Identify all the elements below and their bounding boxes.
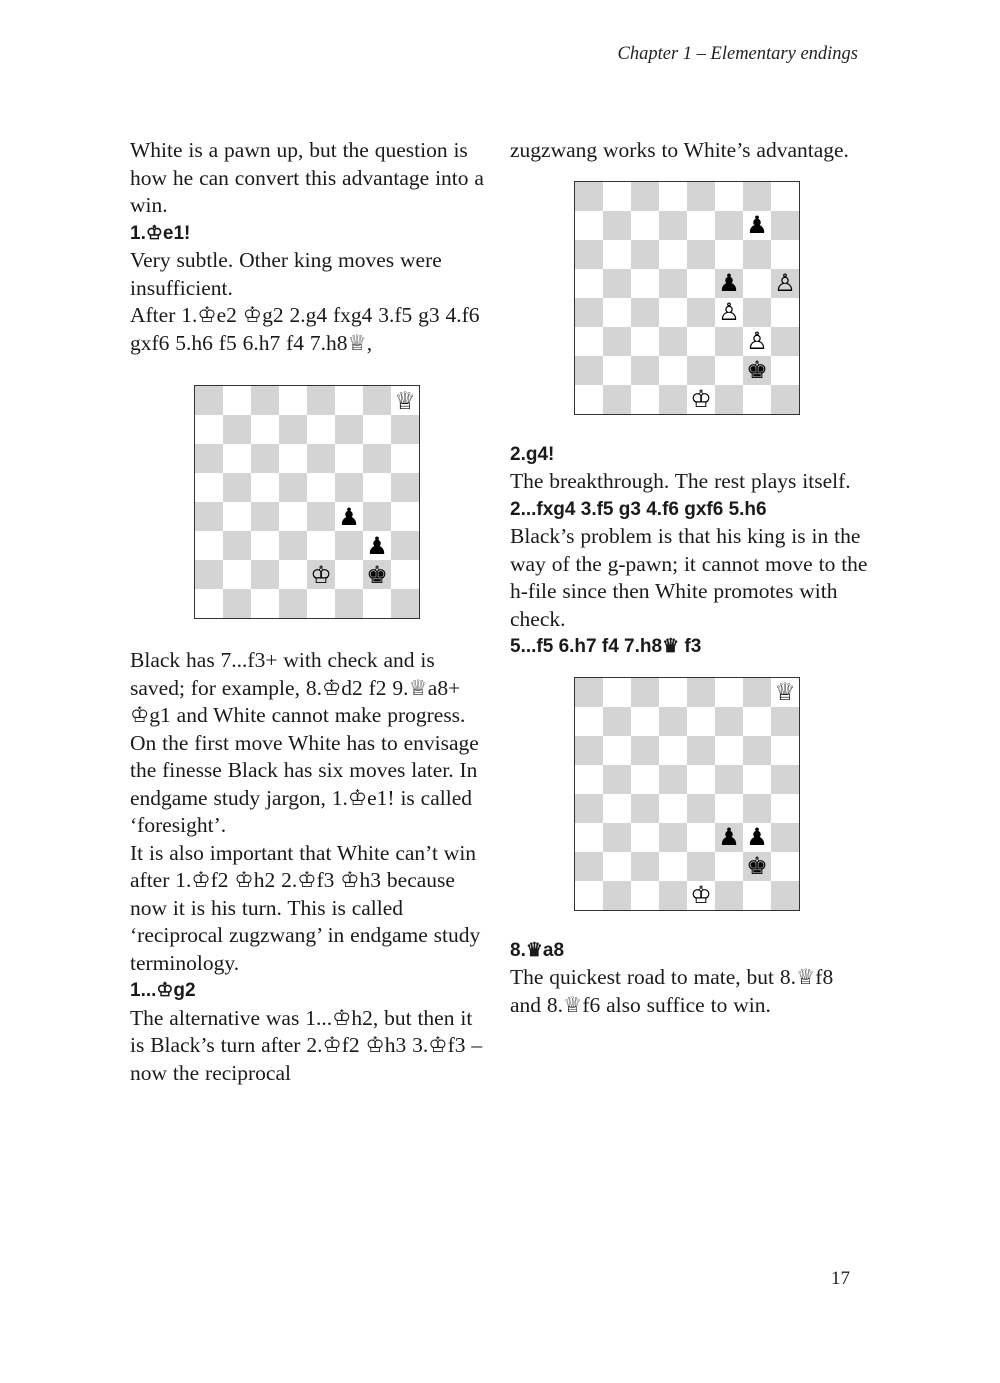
board-square (631, 736, 659, 765)
white-king-icon: ♔ (310, 560, 332, 589)
board-square (687, 707, 715, 736)
board-square (715, 823, 743, 852)
board-square (363, 502, 391, 531)
board-square (251, 531, 279, 560)
board-square (715, 269, 743, 298)
board-square (603, 794, 631, 823)
board-square (743, 736, 771, 765)
board-square (307, 502, 335, 531)
chess-diagram (574, 677, 800, 911)
board-square (715, 240, 743, 269)
board-square (631, 211, 659, 240)
board-square (251, 444, 279, 473)
board-square (715, 765, 743, 794)
board-square (659, 823, 687, 852)
board-square (771, 327, 799, 356)
board-square (771, 881, 799, 910)
white-pawn-icon: ♙ (746, 327, 768, 355)
board-square (715, 736, 743, 765)
board-square (715, 678, 743, 707)
board-square (743, 211, 771, 240)
board-square (307, 415, 335, 444)
board-square (631, 707, 659, 736)
board-square (687, 298, 715, 327)
chess-diagram (194, 385, 420, 619)
paragraph: zugzwang works to White’s advantage. (510, 138, 849, 162)
board-square (771, 356, 799, 385)
white-king-icon: ♔ (690, 385, 712, 413)
board-square (603, 852, 631, 881)
black-pawn-icon: ♟ (718, 823, 740, 851)
board-square (687, 794, 715, 823)
board-square (715, 327, 743, 356)
board-square (279, 502, 307, 531)
board-square (279, 473, 307, 502)
board-square (631, 765, 659, 794)
board-square (307, 473, 335, 502)
board-square (631, 823, 659, 852)
board-square (631, 240, 659, 269)
board-square (743, 852, 771, 881)
board-square (631, 678, 659, 707)
board-square (575, 794, 603, 823)
board-square (335, 502, 363, 531)
board-square (659, 269, 687, 298)
board-square (659, 182, 687, 211)
board-square (575, 852, 603, 881)
board-square (715, 881, 743, 910)
board-square (631, 794, 659, 823)
diagram-wrap (194, 385, 490, 619)
board-square (575, 765, 603, 794)
left-column (130, 137, 490, 1087)
board-square (743, 707, 771, 736)
board-square (251, 415, 279, 444)
black-king-icon: ♚ (746, 852, 768, 880)
board-square (195, 502, 223, 531)
board-square (687, 240, 715, 269)
board-square (335, 560, 363, 589)
diagram-wrap (574, 677, 870, 911)
board-square (603, 327, 631, 356)
board-square (363, 589, 391, 618)
board-square (743, 356, 771, 385)
white-king-icon: ♔ (690, 881, 712, 909)
board-square (603, 823, 631, 852)
board-square (195, 589, 223, 618)
board-square (575, 298, 603, 327)
board-square (771, 823, 799, 852)
board-square (223, 473, 251, 502)
board-square (659, 765, 687, 794)
board-square (743, 182, 771, 211)
board-square (743, 678, 771, 707)
board-square (603, 356, 631, 385)
board-square (251, 473, 279, 502)
board-square (391, 502, 419, 531)
board-square (659, 211, 687, 240)
move-heading: 8.♛a8 (510, 939, 565, 961)
board-square (391, 444, 419, 473)
board-square (335, 444, 363, 473)
board-square (223, 589, 251, 618)
board-square (195, 531, 223, 560)
board-square (771, 736, 799, 765)
board-square (391, 531, 419, 560)
board-square (391, 589, 419, 618)
move-heading: 1...♔g2 (130, 980, 196, 1001)
board-square (743, 269, 771, 298)
board-square (743, 765, 771, 794)
paragraph: It is also important that White can’t win after 1.♔f2 ♔h2 2.♔f3 ♔h3 because now it is his turn. This is called ‘reciprocal zugzwang’ in endgame study terminology. (130, 840, 481, 975)
board-square (279, 560, 307, 589)
board-square (251, 386, 279, 415)
right-column (510, 137, 870, 1019)
board-square (687, 852, 715, 881)
board-square (195, 473, 223, 502)
board-square (603, 240, 631, 269)
board-square (307, 531, 335, 560)
board-square (307, 589, 335, 618)
board-square (279, 531, 307, 560)
board-square (575, 707, 603, 736)
board-square (279, 589, 307, 618)
paragraph: Black’s problem is that his king is in the way of the g-pawn; it cannot move to the h-file since then White promotes with check. (510, 524, 868, 631)
board-square (659, 707, 687, 736)
board-square (771, 707, 799, 736)
black-pawn-icon: ♟ (718, 269, 740, 297)
board-square (631, 269, 659, 298)
board-square (743, 298, 771, 327)
board-square (391, 415, 419, 444)
board-square (363, 560, 391, 589)
board-square (659, 794, 687, 823)
board-square (307, 444, 335, 473)
board-square (631, 327, 659, 356)
black-pawn-icon: ♟ (746, 823, 768, 851)
board-square (715, 211, 743, 240)
board-square (743, 385, 771, 414)
board-square (743, 794, 771, 823)
board-square (575, 356, 603, 385)
board-square (631, 881, 659, 910)
board-square (279, 415, 307, 444)
board-square (575, 269, 603, 298)
board-square (575, 881, 603, 910)
board-square (771, 678, 799, 707)
board-square (195, 386, 223, 415)
move-heading: 2...fxg4 3.f5 g3 4.f6 gxf6 5.h6 (510, 498, 767, 520)
board-square (391, 473, 419, 502)
board-square (603, 211, 631, 240)
board-square (743, 881, 771, 910)
board-square (575, 327, 603, 356)
board-square (771, 211, 799, 240)
board-square (659, 881, 687, 910)
board-square (771, 240, 799, 269)
board-square (659, 240, 687, 269)
board-square (771, 852, 799, 881)
board-square (603, 269, 631, 298)
board-square (603, 881, 631, 910)
board-square (279, 444, 307, 473)
board-square (687, 881, 715, 910)
board-square (575, 385, 603, 414)
board-square (687, 823, 715, 852)
board-square (771, 385, 799, 414)
board-square (715, 298, 743, 327)
board-square (603, 385, 631, 414)
board-square (335, 415, 363, 444)
board-square (223, 502, 251, 531)
paragraph: The breakthrough. The rest plays itself. (510, 469, 851, 493)
board-square (575, 240, 603, 269)
board-square (575, 182, 603, 211)
board-square (687, 327, 715, 356)
board-square (771, 765, 799, 794)
board-square (659, 852, 687, 881)
board-square (659, 298, 687, 327)
board-square (687, 269, 715, 298)
board-square (307, 560, 335, 589)
board-square (603, 298, 631, 327)
board-square (771, 182, 799, 211)
board-square (771, 269, 799, 298)
board-square (391, 386, 419, 415)
board-square (363, 444, 391, 473)
board-square (223, 531, 251, 560)
board-square (659, 736, 687, 765)
board-square (631, 356, 659, 385)
board-square (223, 415, 251, 444)
paragraph: The quickest road to mate, but 8.♕f8 and 8.♕f6 also suffice to win. (510, 965, 834, 1017)
board-square (195, 560, 223, 589)
board-square (251, 560, 279, 589)
white-pawn-icon: ♙ (774, 269, 796, 297)
board-square (603, 765, 631, 794)
board-square (391, 560, 419, 589)
board-square (715, 356, 743, 385)
board-square (771, 794, 799, 823)
paragraph: Very subtle. Other king moves were insufficient. (130, 248, 442, 300)
board-square (223, 386, 251, 415)
diagram-wrap (574, 181, 870, 415)
board-square (715, 794, 743, 823)
board-square (603, 707, 631, 736)
white-pawn-icon: ♙ (718, 298, 740, 326)
board-square (687, 385, 715, 414)
board-square (743, 240, 771, 269)
board-square (687, 736, 715, 765)
board-square (251, 502, 279, 531)
board-square (575, 211, 603, 240)
white-queen-icon: ♕ (394, 386, 416, 415)
board-square (631, 852, 659, 881)
board-square (575, 678, 603, 707)
board-square (659, 385, 687, 414)
board-square (363, 415, 391, 444)
board-square (715, 707, 743, 736)
board-square (743, 327, 771, 356)
paragraph: The alternative was 1...♔h2, but then it is Black’s turn after 2.♔f2 ♔h3 3.♔f3 – now the reciprocal (130, 1005, 483, 1085)
paragraph: Black has 7...f3+ with check and is saved; for example, 8.♔d2 f2 9.♕a8+ ♔g1 and White cannot make progress. On the first move White has to envisage the finesse Black has six moves later. In endgame study jargon, 1.♔e1! is called ‘foresight’. (130, 648, 479, 837)
board-square (307, 386, 335, 415)
board-square (687, 678, 715, 707)
board-square (335, 386, 363, 415)
board-square (335, 473, 363, 502)
page-number: 17 (831, 1268, 850, 1289)
board-square (715, 182, 743, 211)
board-square (363, 386, 391, 415)
board-square (631, 385, 659, 414)
black-pawn-icon: ♟ (338, 502, 360, 531)
black-king-icon: ♚ (366, 560, 388, 589)
chess-diagram (574, 181, 800, 415)
board-square (363, 531, 391, 560)
board-square (223, 560, 251, 589)
paragraph: After 1.♔e2 ♔g2 2.g4 fxg4 3.f5 g3 4.f6 gxf6 5.h6 f5 6.h7 f4 7.h8♕, (130, 303, 480, 355)
black-pawn-icon: ♟ (366, 531, 388, 560)
board-square (687, 211, 715, 240)
board-square (659, 678, 687, 707)
black-king-icon: ♚ (746, 356, 768, 384)
board-square (195, 444, 223, 473)
move-heading: 5...f5 6.h7 f4 7.h8♛ f3 (510, 636, 702, 657)
black-pawn-icon: ♟ (746, 211, 768, 239)
running-head: Chapter 1 – Elementary endings (617, 44, 858, 64)
board-square (715, 852, 743, 881)
board-square (279, 386, 307, 415)
board-square (687, 765, 715, 794)
move-heading: 1.♔e1! (130, 222, 191, 244)
board-square (659, 327, 687, 356)
board-square (771, 298, 799, 327)
board-square (659, 356, 687, 385)
paragraph: White is a pawn up, but the question is how he can convert this advantage into a win. (130, 138, 484, 217)
board-square (223, 444, 251, 473)
board-square (575, 736, 603, 765)
move-heading: 2.g4! (510, 443, 555, 465)
white-queen-icon: ♕ (774, 678, 796, 706)
board-square (715, 385, 743, 414)
board-square (631, 182, 659, 211)
board-square (687, 182, 715, 211)
board-square (335, 531, 363, 560)
board-square (631, 298, 659, 327)
board-square (195, 415, 223, 444)
board-square (575, 823, 603, 852)
board-square (603, 182, 631, 211)
board-square (743, 823, 771, 852)
board-square (335, 589, 363, 618)
board-square (603, 678, 631, 707)
board-square (251, 589, 279, 618)
board-square (603, 736, 631, 765)
board-square (687, 356, 715, 385)
board-square (363, 473, 391, 502)
